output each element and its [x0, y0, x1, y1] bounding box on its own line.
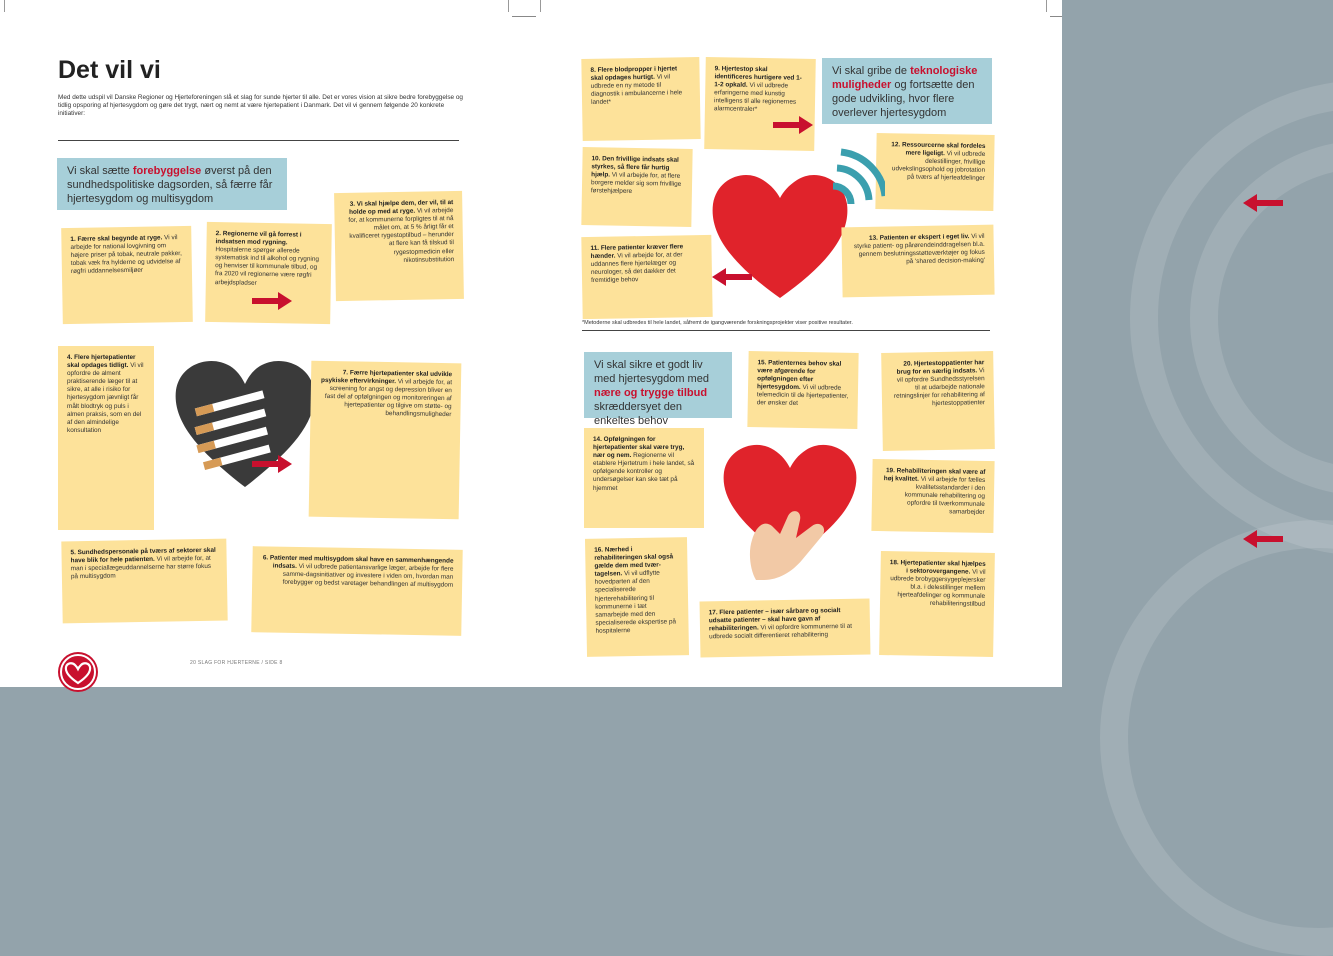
initiative-13 [841, 225, 994, 298]
note-head: 15. Patienternes behov skal være afgørende for opfølgningen efter hjertesygdom. [756, 359, 842, 392]
note-body: Regionerne vil etablere Hjertetrum i hele landet, så opfølgende kontroller og undersøgelser kan ske tæt på hjemmet [593, 452, 695, 492]
initiative-20 [881, 351, 995, 451]
banner-text: Vi skal sikre et godt liv med hjertesygdom med [594, 359, 709, 385]
crop-mark [1046, 0, 1047, 12]
divider [582, 330, 990, 331]
note-head: 17. Flere patienter – især sårbare og socialt udsatte patienter – skal have gavn af rehabiliteringen. [708, 607, 841, 633]
initiative-3 [334, 191, 464, 301]
note-body: Vi vil arbejde for fælles kvalitetsstandarder i den kommunale rehabilitering og opfordre til tværkommunale samarbejder [904, 475, 986, 517]
note-head: 12. Ressourcerne skal fordeles mere ligeligt. [891, 141, 986, 158]
initiative-18 [879, 551, 995, 657]
banner-good-life [584, 352, 732, 427]
note-body: Hospitalerne spørger allerede systematisk ind til alkohol og rygning og henviser til kommunale tilbud, og fra 2020 vil regionerne være røgfri arbejdspladser [214, 246, 320, 287]
banner-technology [822, 58, 992, 124]
note-body: Vi vil opfordre Sundhedsstyrelsen til at udarbejde nationale retningslinjer for rehabilitering af hjertestoppatienter [893, 367, 986, 408]
arrow-right-icon [252, 292, 292, 310]
note-body: Vi vil arbejde for, at kommunerne forpligtes til at nå målet om, at 5 % årligt får et kvalificeret rygestoptilbud – herunder at flere kan få tilskud til rygestopmedicin eller nikotinsubstitution [348, 207, 455, 264]
note-body: Vi vil udbrede en ny metode til diagnostik i ambulancerne i hele landet* [590, 73, 683, 107]
initiative-6 [251, 546, 462, 636]
note-head: 11. Flere patienter kræver flere hænder. [590, 243, 684, 261]
initiative-9 [704, 57, 816, 151]
banner-text: og fortsætte den gode udvikling, hvor flere overlever hjertesygdom [832, 79, 975, 119]
note-head: 3. Vi skal hjælpe dem, der vil, til at holde op med at ryge. [349, 199, 454, 216]
banner-prevention [57, 158, 287, 210]
note-body: Vi vil udbrede erfaringerne med kunstig intelligens til alle regionernes alarmcentraler* [713, 81, 797, 114]
initiative-16 [585, 537, 689, 657]
initiative-8 [581, 57, 700, 141]
crop-mark [508, 0, 509, 12]
note-head: 6. Patienter med multisygdom skal have en sammenhængende indsats. [262, 554, 454, 571]
note-body: Vi vil arbejde for national lovgivning om højere priser på tobak, neutrale pakker, tobak væk fra hylderne og udvidelse af røgfri uddannelsesmiljøer [70, 234, 182, 276]
banner-text: skræddersyet den enkeltes behov [594, 401, 683, 427]
crop-mark [512, 16, 536, 17]
initiative-1 [61, 226, 193, 324]
note-head: 13. Patienten er ekspert i eget liv. [868, 233, 970, 242]
note-body: Vi vil styrke patient- og pårørendeinddragelsen bl.a. gennem beslutningsstøtteværktøjer og fokus på 'shared decision-making' [853, 232, 986, 266]
arrow-left-icon [1243, 194, 1283, 212]
divider [58, 140, 459, 141]
initiative-5 [61, 539, 227, 624]
banner-highlight: forebyggelse [132, 165, 202, 177]
note-body: Vi vil arbejde for, at man i speciallægeuddannelserne har større fokus på multisygdom [70, 554, 212, 581]
footnote: *Metoderne skal udbredes til hele landet, såfremt de igangværende forskningsprojekter viser positive resultater. [582, 320, 853, 326]
initiative-10 [581, 147, 692, 227]
note-body: Vi vil udbrede telemedicin til de hjertepatienter, der ønsker det [756, 384, 849, 408]
note-head: 20. Hjertestoppatienter har brug for en særlig indsats. [896, 359, 985, 376]
initiative-15 [747, 351, 858, 429]
heart-cigarettes-icon [170, 352, 320, 492]
note-body: Vi vil udbrede delestillinger, frivillige udvekslingsophold og jobrotation på tværs af hjerteafdelinger [891, 150, 986, 183]
note-head: 5. Sundhedspersonale på tværs af sektorer skal have blik for hele patienten. [70, 546, 216, 565]
intro-text: Med dette udspil vil Danske Regioner og Hjerteforeningen slå et slag for sunde hjerter til alle. Det er vores vision at sikre bedre forebyggelse og tidlig opsporing af hjertesygdom og gøre det trygt, nært og nemt at være hjertepatient i Danmark. Det vil vi gennem følgende 20 konkrete initiativer: [58, 94, 463, 118]
arrow-left-icon [712, 268, 752, 286]
heart-logo-icon [58, 652, 98, 692]
note-head: 19. Rehabiliteringen skal være af høj kvalitet. [883, 467, 986, 483]
crop-mark [1050, 16, 1062, 17]
note-head: 1. Færre skal begynde at ryge. [70, 234, 163, 243]
note-head: 7. Færre hjertepatienter skal udvikle psykiske eftervirkninger. [320, 369, 453, 386]
initiative-19 [871, 459, 994, 533]
initiative-12 [875, 133, 994, 211]
page-footer: 20 SLAG FOR HJERTERNE / SIDE 8 [190, 660, 283, 666]
initiative-14 [584, 428, 704, 528]
note-head: 18. Hjertepatienter skal hjælpes i sektorovergangene. [889, 559, 986, 576]
note-body: Vi vil udflytte hovedparten af den specialiserede hjerterehabilitering til kommunerne i tæt samarbejde med den specialiserede ekspertise på hospitalerne [594, 569, 677, 635]
logo-line2: FORENINGEN [104, 677, 203, 689]
arrow-right-icon [773, 116, 813, 134]
hand-heart-icon [712, 430, 872, 590]
note-head: 10. Den frivillige indsats skal styrkes, så flere får hurtig hjælp. [591, 155, 679, 179]
banner-highlight: teknologiske muligheder [832, 65, 978, 91]
banner-text: Vi skal sætte [67, 165, 133, 177]
crop-mark [4, 0, 5, 12]
note-head: 2. Regionerne vil gå forrest i indsatsen mod rygning. [215, 230, 302, 247]
note-body: Vi vil udbrede patientansvarlige læger, arbejde for flere samme-dagsinitiativer og investere i viden om, hvordan man forebygger og bedst varetager behandlingen af multisygdom [282, 563, 454, 589]
background-ring [1100, 520, 1333, 956]
arrow-right-icon [252, 455, 292, 473]
note-head: 8. Flere blodpropper i hjertet skal opdages hurtigt. [590, 65, 678, 82]
note-head: 14. Opfølgningen for hjertepatienter skal være tryg, nær og nem. [593, 436, 685, 460]
note-body: Vi vil arbejde for, at der uddannes flere hjertelæger og neurologer, så det dækker det fremtidige behov [590, 251, 683, 285]
arrow-left-icon [1243, 530, 1283, 548]
banner-text: øverst på den sundhedspolitiske dagsorden, så færre får hjertesygdom og multisygdom [67, 165, 273, 205]
banner-highlight: nære og trygge tilbud [594, 387, 708, 399]
initiative-17 [700, 599, 871, 658]
initiative-11 [581, 235, 712, 319]
note-body: Vi vil udbrede brobyggersygeplejersker bl.a. i delestillinger mellem hjerteafdelinger og kommunale rehabiliteringstilbud [890, 568, 986, 609]
note-body: Vi vil arbejde for, at screening for angst og depression bliver en fast del af opfølgningen og monitoreringen af hjertepatienter og tilgive om støtte- og behandlingsmuligheder [324, 378, 453, 419]
note-body: Vi vil opfordre kommunerne til at udbrede socialt differentieret rehabilitering [709, 623, 853, 641]
note-head: 9. Hjertestop skal identificeres hurtigere ved 1-1-2 opkald. [714, 65, 802, 89]
note-head: 16. Nærhed i rehabiliteringen skal også gælde dem med tvær-tagelsen. [594, 546, 674, 579]
initiative-4 [58, 346, 154, 530]
logo-line1: HJERTE [104, 652, 193, 675]
note-body: Vi vil opfordre de alment praktiserende læger til at sikre, at alle i risiko for hjertesygdom jævnligt får målt blodtryk og puls i almen praksis, som en del af den almindelige konsultation [67, 362, 144, 434]
initiative-7 [309, 361, 462, 520]
note-body: Vi vil arbejde for, at flere borgere melder sig som frivillige førstehjælpere [590, 171, 682, 196]
page-title: Det vil vi [58, 56, 161, 84]
banner-text: Vi skal gribe de [832, 65, 911, 77]
note-head: 4. Flere hjertepatienter skal opdages tidligt. [67, 354, 136, 370]
hjerteforeningen-logo [58, 652, 223, 694]
crop-mark [540, 0, 541, 12]
